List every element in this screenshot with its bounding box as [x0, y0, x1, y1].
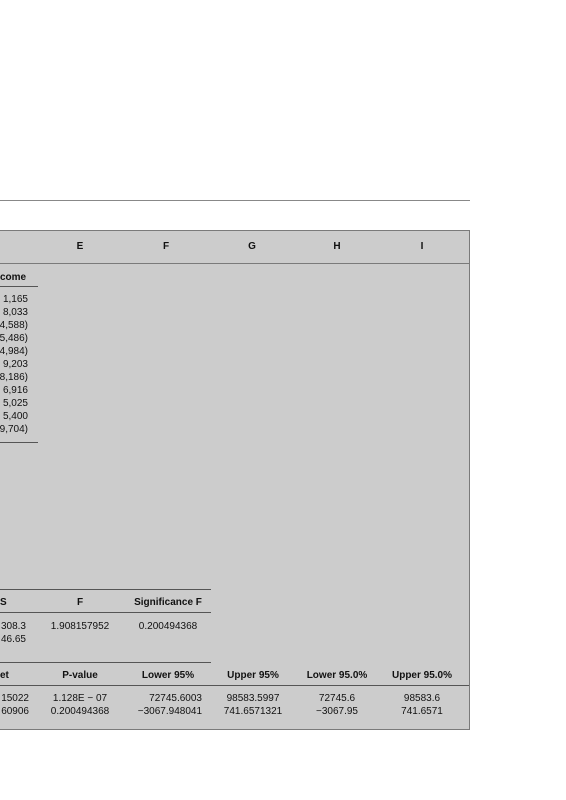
column-header-f[interactable]: F — [162, 241, 170, 252]
anova-significance-value: 0.200494368 — [138, 621, 198, 632]
income-value: 6,916 — [2, 385, 28, 396]
income-value: 9,704) — [0, 424, 28, 435]
coef-header-rule — [0, 685, 469, 686]
coef-lower-95-0-value: −3067.95 — [316, 706, 358, 717]
income-header: come — [0, 272, 27, 283]
income-value: 4,588) — [0, 320, 28, 331]
anova-top-rule — [0, 589, 211, 590]
top-rule — [0, 200, 470, 201]
coef-upper-95-0-value: 741.6571 — [401, 706, 443, 717]
income-value: 1,165 — [2, 294, 28, 305]
coef-t-stat-value: 60906 — [1, 706, 29, 717]
income-value: 8,033 — [2, 307, 28, 318]
column-header-row — [0, 231, 469, 264]
coef-upper-95-value: 741.6571321 — [223, 706, 283, 717]
income-value: 4,984) — [0, 346, 28, 357]
income-value: 5,025 — [2, 398, 28, 409]
anova-header-rule — [0, 612, 211, 613]
anova-header-f: F — [76, 597, 84, 608]
coef-header-lower-95-0: Lower 95.0% — [306, 670, 368, 681]
income-value: 5,486) — [0, 333, 28, 344]
spreadsheet — [0, 230, 470, 730]
coef-upper-95-value: 98583.5997 — [226, 693, 280, 704]
coef-p-value: 0.200494368 — [50, 706, 110, 717]
column-header-i[interactable]: I — [420, 241, 424, 252]
anova-header-significance-f: Significance F — [134, 597, 202, 608]
anova-header-ms: S — [0, 597, 7, 608]
coef-lower-95-0-value: 72745.6 — [318, 693, 356, 704]
anova-f-value: 1.908157952 — [50, 621, 110, 632]
income-bottom-rule — [0, 442, 38, 443]
coef-p-value: 1.128E − 07 — [52, 693, 108, 704]
coef-header-t-stat: et — [0, 670, 9, 681]
income-value: 8,186) — [0, 372, 28, 383]
income-value: 9,203 — [2, 359, 28, 370]
column-header-g[interactable]: G — [248, 241, 256, 252]
column-header-e[interactable]: E — [76, 241, 84, 252]
coef-header-upper-95: Upper 95% — [227, 670, 279, 681]
coef-lower-95-value: −3067.948041 — [137, 706, 202, 717]
anova-ms-value: 46.65 — [0, 634, 26, 645]
coef-lower-95-value: 72745.6003 — [149, 693, 202, 704]
coef-header-lower-95: Lower 95% — [141, 670, 195, 681]
anova-ms-value: 308.3 — [0, 621, 26, 632]
income-value: 5,400 — [2, 411, 28, 422]
column-header-h[interactable]: H — [333, 241, 341, 252]
coef-top-rule — [0, 662, 211, 663]
coef-header-p-value: P-value — [62, 670, 98, 681]
coef-upper-95-0-value: 98583.6 — [403, 693, 441, 704]
coef-t-stat-value: 15022 — [1, 693, 29, 704]
income-header-rule — [0, 286, 38, 287]
coef-header-upper-95-0: Upper 95.0% — [391, 670, 453, 681]
